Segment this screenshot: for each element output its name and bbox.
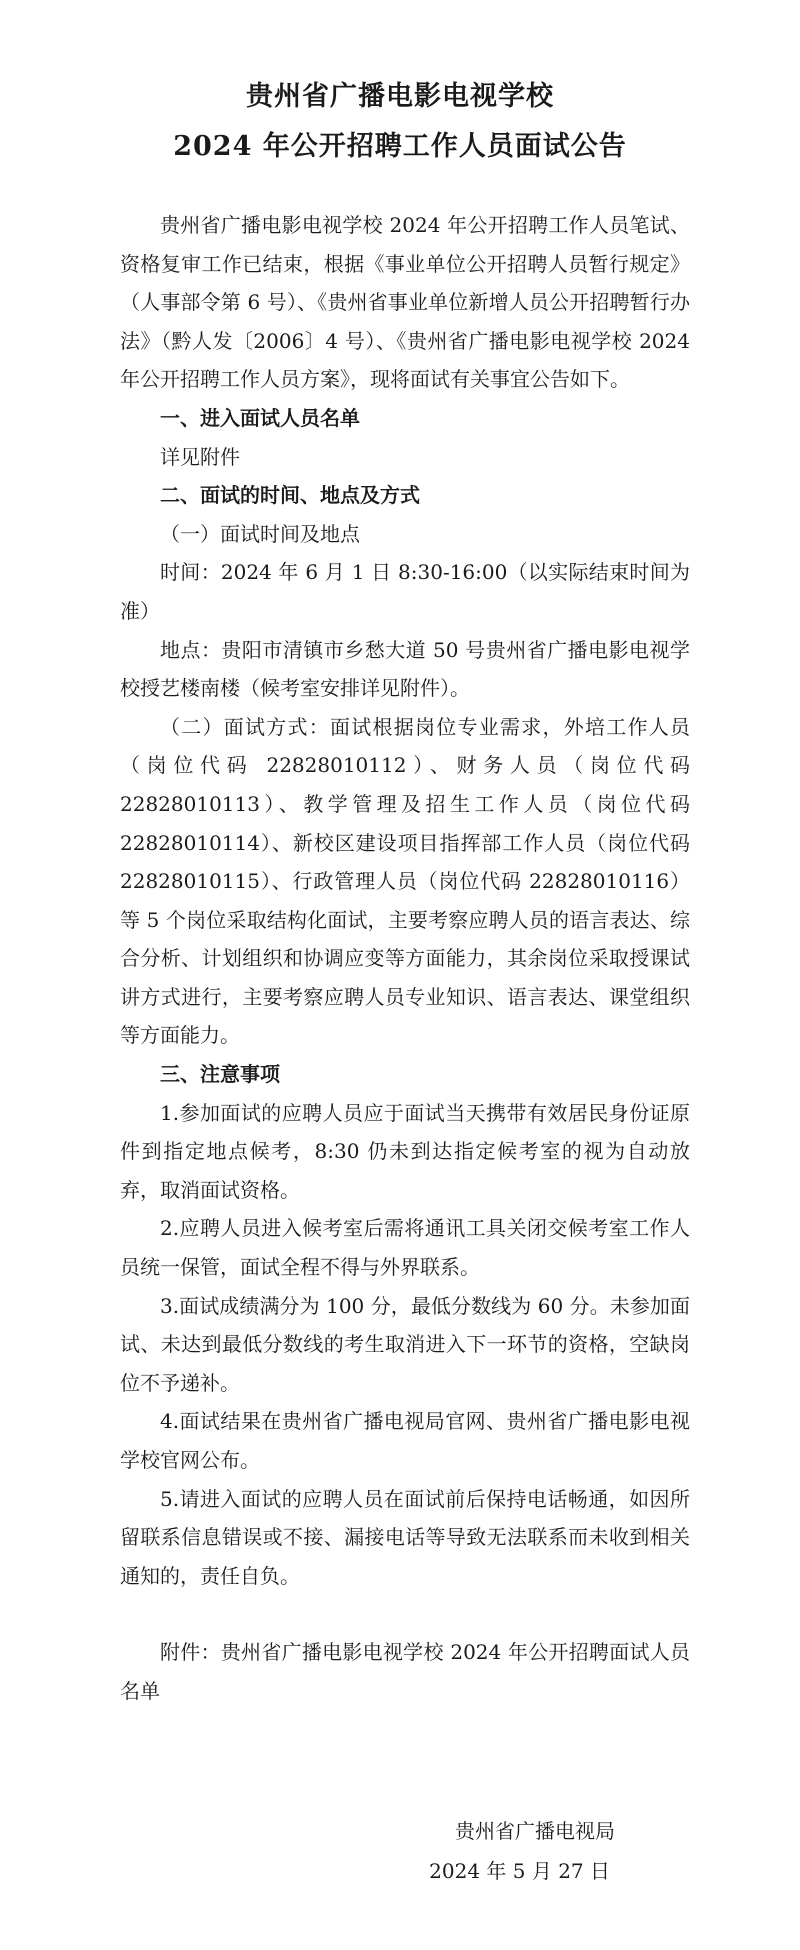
notice-item-2: 2.应聘人员进入候考室后需将通讯工具关闭交候考室工作人员统一保管，面试全程不得与外界联系。 bbox=[120, 1216, 690, 1280]
notice-item-4: 4.面试结果在贵州省广播电视局官网、贵州省广播电影电视学校官网公布。 bbox=[120, 1409, 690, 1472]
signature-organization: 贵州省广播电视局 bbox=[455, 1819, 615, 1843]
paragraph-location: 地点：贵阳市清镇市乡愁大道 50 号贵州省广播电影电视学校授艺楼南楼（候考室安排详见附件）。 bbox=[120, 637, 690, 701]
notice-item-1: 1.参加面试的应聘人员应于面试当天携带有效居民身份证原件到指定地点候考，8:30 仍未到达指定候考室的视为自动放弃，取消面试资格。 bbox=[120, 1100, 690, 1202]
document-title-line-1: 贵州省广播电影电视学校 bbox=[246, 81, 554, 112]
document-title-line-2: 2024 年公开招聘工作人员面试公告 bbox=[173, 131, 627, 162]
notice-item-5: 5.请进入面试的应聘人员在面试前后保持电话畅通，如因所留联系信息错误或不接、漏接电话等导致无法联系而未收到相关通知的，责任自负。 bbox=[120, 1486, 690, 1588]
paragraph: 详见附件 bbox=[160, 444, 240, 469]
section-heading-1: 一、进入面试人员名单 bbox=[160, 405, 360, 430]
paragraph-time: 时间：2024 年 6 月 1 日 8:30-16:00（以实际结束时间为准） bbox=[120, 560, 690, 623]
intro-paragraph: 贵州省广播电影电视学校 2024 年公开招聘工作人员笔试、资格复审工作已结束，根据《事业单位公开招聘人员暂行规定》（人事部令第 6 号）、《贵州省事业单位新增人员公开招聘暂行办法》（黔人发〔2006〕4 号）、《贵州省广播电影电视学校 2024 年公开招聘工作人员方案》，现将面试有关事宜公告如下。 bbox=[120, 213, 690, 392]
document-body bbox=[120, 206, 690, 1711]
attachment-note: 附件：贵州省广播电影电视学校 2024 年公开招聘面试人员名单 bbox=[120, 1640, 690, 1703]
sub-heading: （一）面试时间及地点 bbox=[160, 521, 360, 546]
signature-date: 2024 年 5 月 27 日 bbox=[429, 1859, 610, 1883]
section-heading-3: 三、注意事项 bbox=[160, 1062, 280, 1087]
notice-item-3: 3.面试成绩满分为 100 分，最低分数线为 60 分。未参加面试、未达到最低分数线的考生取消进入下一环节的资格，空缺岗位不予递补。 bbox=[120, 1293, 690, 1395]
paragraph-method: （二）面试方式：面试根据岗位专业需求，外培工作人员（岗位代码 22828010112）、财务人员（岗位代码 22828010113）、教学管理及招生工作人员（岗位代码 22828010114）、新校区建设项目指挥部工作人员（岗位代码 22828010115）、行政管理人员（岗位代码 22828010116）等 5 个岗位采取结构化面试，主要考察应聘人员的语言表达、综合分析、计划组织和协调应变等方面能力，其余岗位采取授课试讲方式进行，主要考察应聘人员专业知识、语言表达、课堂组织等方面能力。 bbox=[120, 714, 690, 1048]
section-heading-2: 二、面试的时间、地点及方式 bbox=[160, 483, 420, 508]
